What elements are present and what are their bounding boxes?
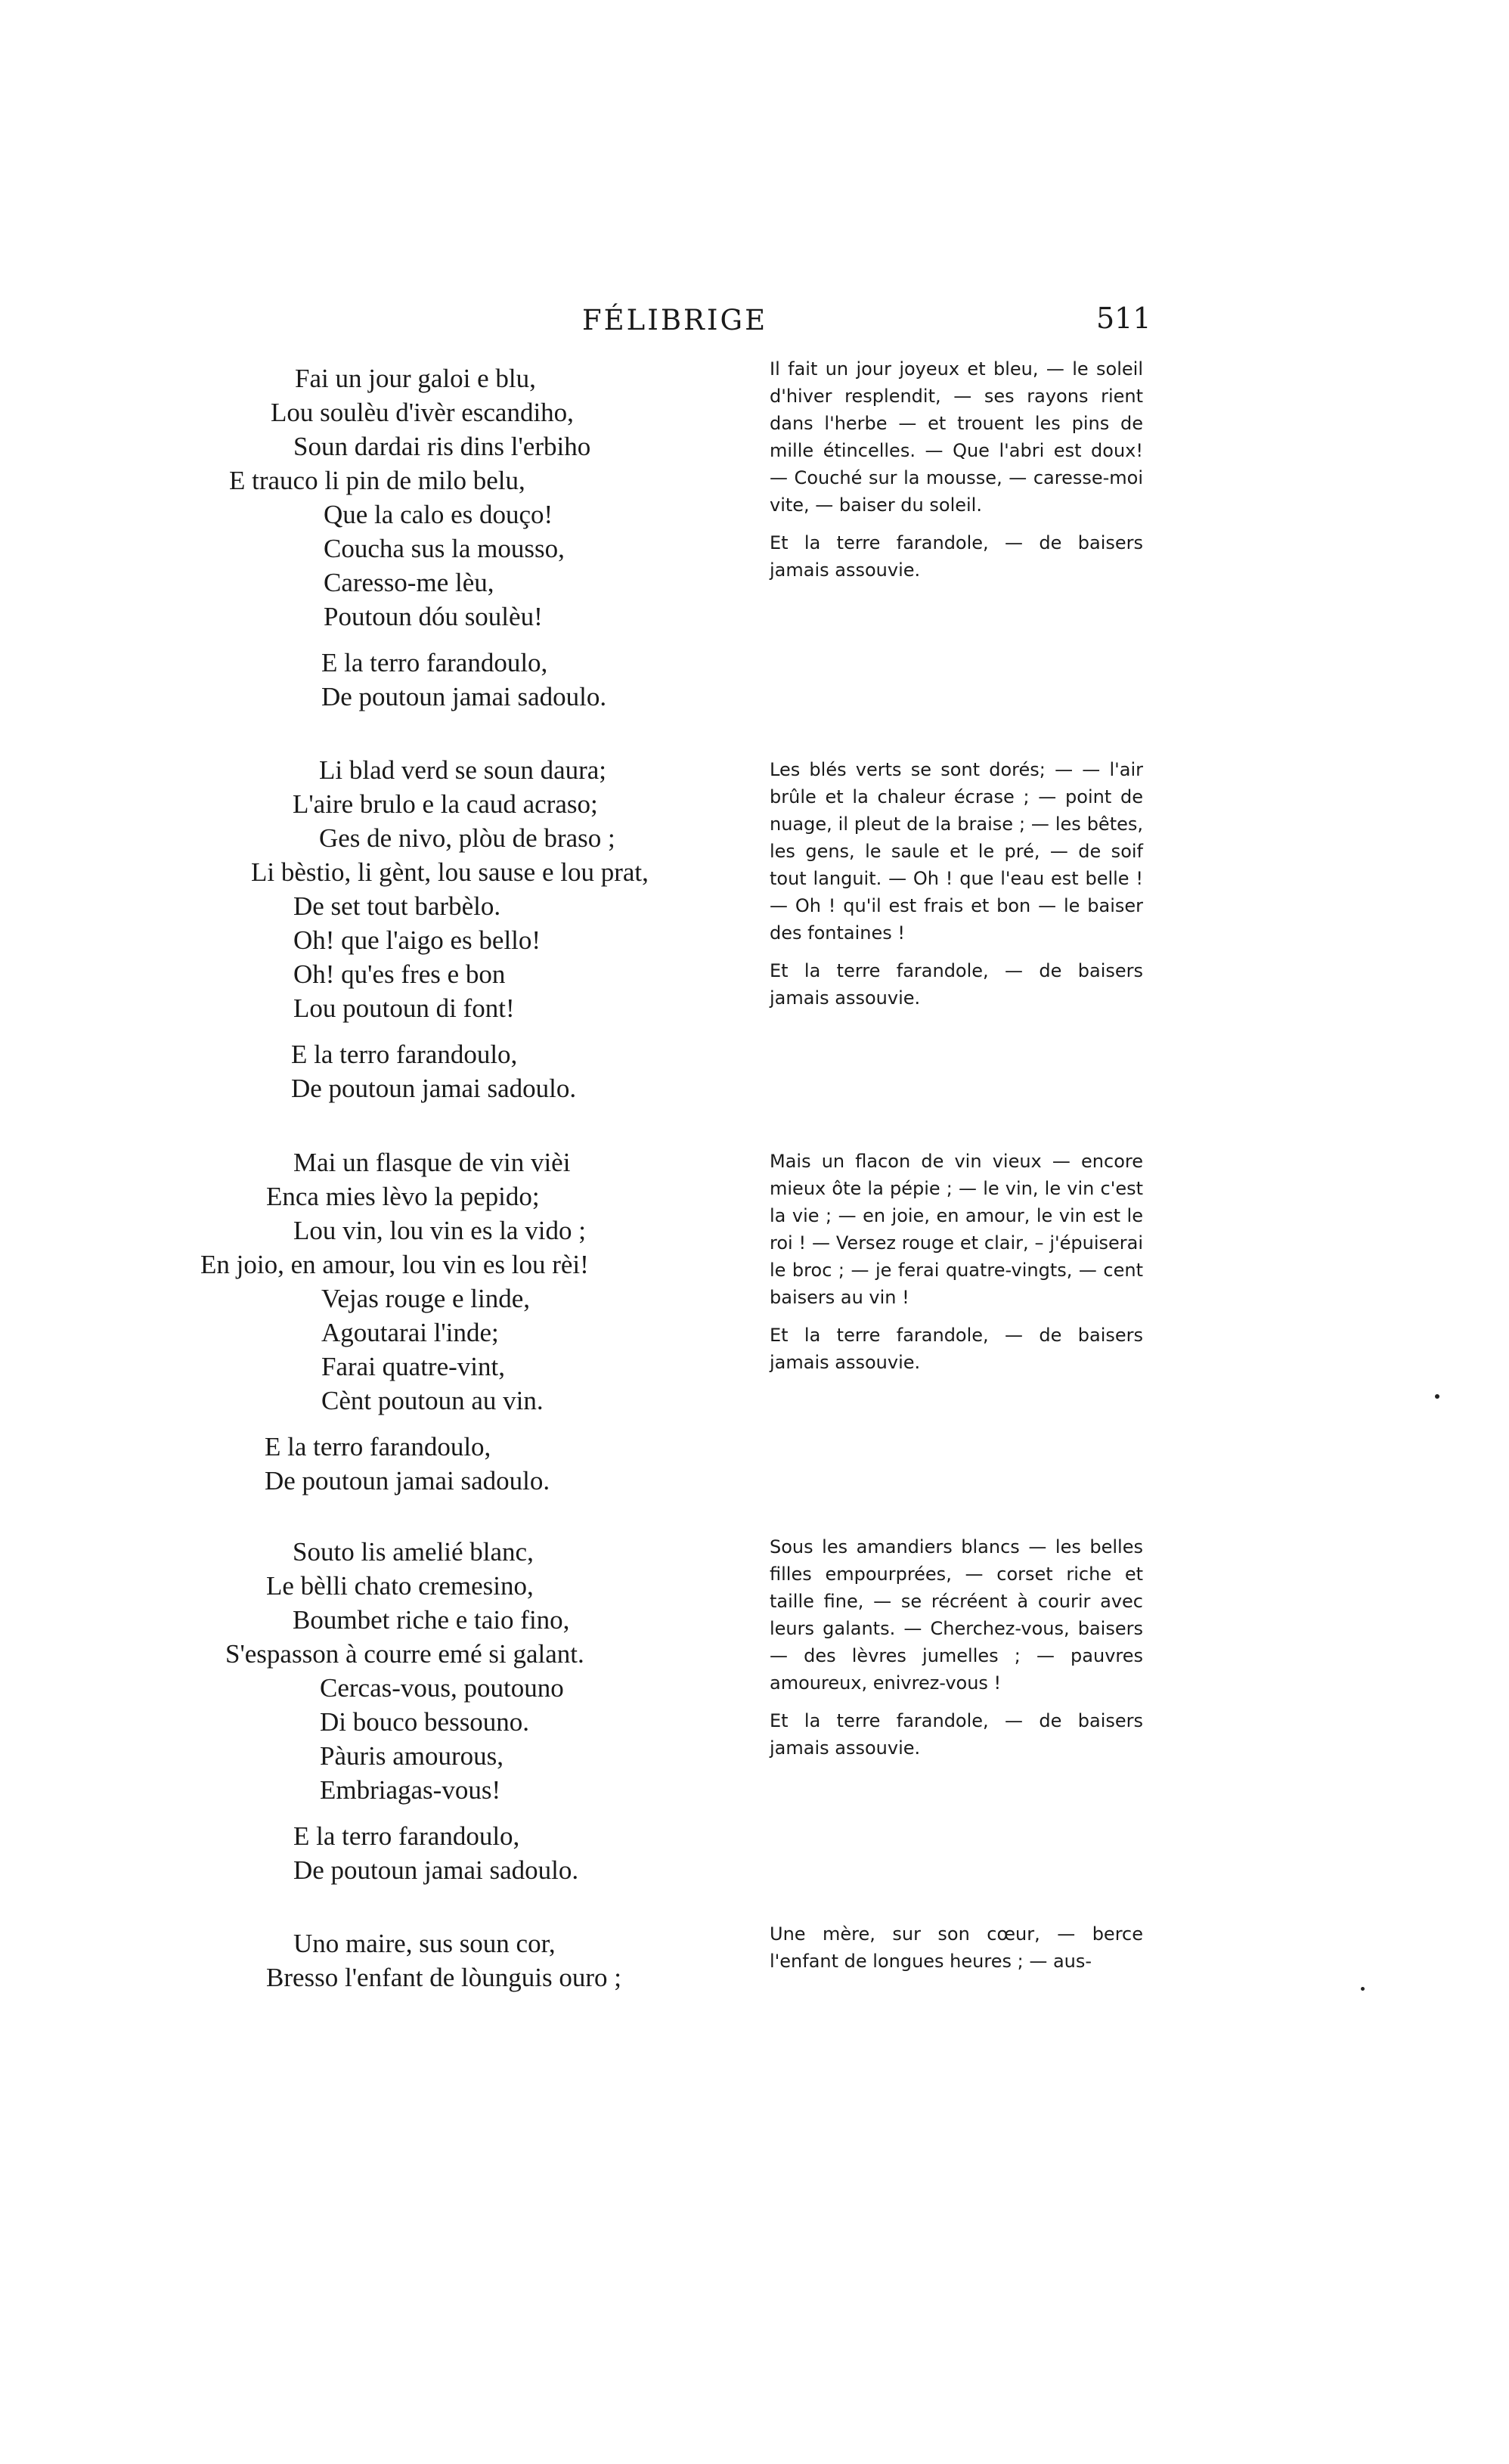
verse-line: Li bèstio, li gènt, lou sause e lou prat, bbox=[251, 857, 649, 887]
verse-line: En joio, en amour, lou vin es lou rèi! bbox=[200, 1250, 589, 1279]
prose-refrain: Et la terre farandole, — de baisers jamais assouvie. bbox=[770, 960, 1143, 1009]
verse-line: Le bèlli chato cremesino, bbox=[266, 1571, 534, 1601]
verse-stanza-3 bbox=[197, 1145, 589, 1498]
refrain bbox=[197, 646, 606, 714]
refrain-line: E la terro farandoulo, bbox=[265, 1432, 491, 1461]
verse-stanza-2 bbox=[197, 753, 649, 1105]
verse-line: Cercas-vous, poutouno bbox=[320, 1673, 564, 1703]
verse-line: Di bouco bessouno. bbox=[320, 1707, 530, 1737]
verse-line: De set tout barbèlo. bbox=[293, 891, 501, 921]
verse-line: Bresso l'enfant de lòunguis ouro ; bbox=[266, 1963, 621, 1992]
verse-line: Farai quatre-vint, bbox=[321, 1352, 505, 1381]
verse-line: Coucha sus la mousso, bbox=[324, 534, 565, 563]
prose-translation: Il fait un jour joyeux et bleu, — le soleil d'hiver resplendit, — ses rayons rient dans l'herbe — et trouent les pins de mille étincelles. — Que l'abri est doux! — Couché sur la mousse, — caresse-moi vite, — baiser du soleil. bbox=[770, 358, 1143, 516]
prose-stanza-4 bbox=[770, 1533, 1143, 1762]
refrain-line: E la terro farandoulo, bbox=[293, 1821, 520, 1851]
prose-stanza-2 bbox=[770, 756, 1143, 1012]
verse-line: Lou vin, lou vin es la vido ; bbox=[293, 1216, 586, 1245]
verse-line: Embriagas-vous! bbox=[320, 1775, 501, 1805]
refrain bbox=[197, 1037, 649, 1105]
refrain bbox=[197, 1819, 584, 1887]
verse-line: Que la calo es douço! bbox=[324, 500, 553, 529]
verse-line: Pàuris amourous, bbox=[320, 1741, 504, 1771]
prose-refrain: Et la terre farandole, — de baisers jamais assouvie. bbox=[770, 532, 1143, 581]
verse-line: Enca mies lèvo la pepido; bbox=[266, 1182, 540, 1211]
verse-stanza-4 bbox=[197, 1535, 584, 1887]
scan-speck bbox=[1361, 1987, 1365, 1991]
verse-line: L'aire brulo e la caud acraso; bbox=[293, 789, 598, 819]
verse-line: Lou poutoun di font! bbox=[293, 993, 515, 1023]
prose-refrain: Et la terre farandole, — de baisers jamais assouvie. bbox=[770, 1325, 1143, 1373]
prose-translation: Sous les amandiers blancs — les belles filles empourprées, — corset riche et taille fine, — se récréent à courir avec leurs galants. — Cherchez-vous, baisers — des lèvres jumelles ; — pauvres amoureux, enivrez-vous ! bbox=[770, 1536, 1143, 1694]
verse-line: Oh! qu'es fres e bon bbox=[293, 959, 506, 989]
refrain-line: E la terro farandoulo, bbox=[321, 648, 548, 677]
prose-stanza-5 bbox=[770, 1920, 1143, 1975]
prose-stanza-3 bbox=[770, 1148, 1143, 1376]
verse-line: Mai un flasque de vin vièi bbox=[293, 1148, 571, 1177]
prose-translation: Mais un flacon de vin vieux — encore mieux ôte la pépie ; — le vin, le vin c'est la vie ; — en joie, en amour, le vin est le roi ! — Versez rouge et clair, – j'épuiserai le broc ; — je ferai quatre-vingts, — cent baisers au vin ! bbox=[770, 1151, 1143, 1308]
refrain-line: E la terro farandoulo, bbox=[291, 1040, 518, 1069]
verse-stanza-5 bbox=[197, 1926, 621, 1994]
verse-line: Soun dardai ris dins l'erbiho bbox=[293, 432, 591, 461]
refrain-line: De poutoun jamai sadoulo. bbox=[291, 1074, 577, 1103]
verse-line: Oh! que l'aigo es bello! bbox=[293, 925, 541, 955]
verse-line: Lou soulèu d'ivèr escandiho, bbox=[271, 398, 574, 427]
running-header-title: FÉLIBRIGE bbox=[582, 304, 768, 336]
refrain-line: De poutoun jamai sadoulo. bbox=[265, 1466, 550, 1495]
verse-line: Boumbet riche e taio fino, bbox=[293, 1605, 570, 1635]
verse-line: Uno maire, sus soun cor, bbox=[293, 1929, 556, 1958]
prose-translation: Une mère, sur son cœur, — berce l'enfant de longues heures ; — aus- bbox=[770, 1923, 1143, 1972]
verse-line: Vejas rouge e linde, bbox=[321, 1284, 531, 1313]
verse-stanza-1 bbox=[197, 361, 606, 714]
page-number: 511 bbox=[1096, 302, 1151, 335]
verse-line: Poutoun dóu soulèu! bbox=[324, 602, 543, 631]
verse-line: Souto lis amelié blanc, bbox=[293, 1537, 534, 1567]
verse-line: Ges de nivo, plòu de braso ; bbox=[319, 823, 615, 853]
prose-translation: Les blés verts se sont dorés; — — l'air brûle et la chaleur écrase ; — point de nuage, il pleut de la braise ; — les bêtes, les gens, le saule et le pré, — de soif tout languit. — Oh ! que l'eau est belle ! — Oh ! qu'il est frais et bon — le baiser des fontaines ! bbox=[770, 759, 1143, 944]
verse-line: S'espasson à courre emé si galant. bbox=[225, 1639, 584, 1669]
scan-speck bbox=[1435, 1394, 1439, 1399]
prose-refrain: Et la terre farandole, — de baisers jamais assouvie. bbox=[770, 1710, 1143, 1759]
refrain bbox=[197, 1430, 589, 1498]
verse-line: Fai un jour galoi e blu, bbox=[295, 364, 536, 393]
verse-line: Agoutarai l'inde; bbox=[321, 1318, 499, 1347]
refrain-line: De poutoun jamai sadoulo. bbox=[293, 1855, 579, 1885]
verse-line: Cènt poutoun au vin. bbox=[321, 1386, 544, 1415]
verse-line: E trauco li pin de milo belu, bbox=[229, 466, 525, 495]
verse-line: Li blad verd se soun daura; bbox=[319, 755, 607, 785]
refrain-line: De poutoun jamai sadoulo. bbox=[321, 682, 607, 711]
verse-line: Caresso-me lèu, bbox=[324, 568, 494, 597]
prose-stanza-1 bbox=[770, 355, 1143, 584]
